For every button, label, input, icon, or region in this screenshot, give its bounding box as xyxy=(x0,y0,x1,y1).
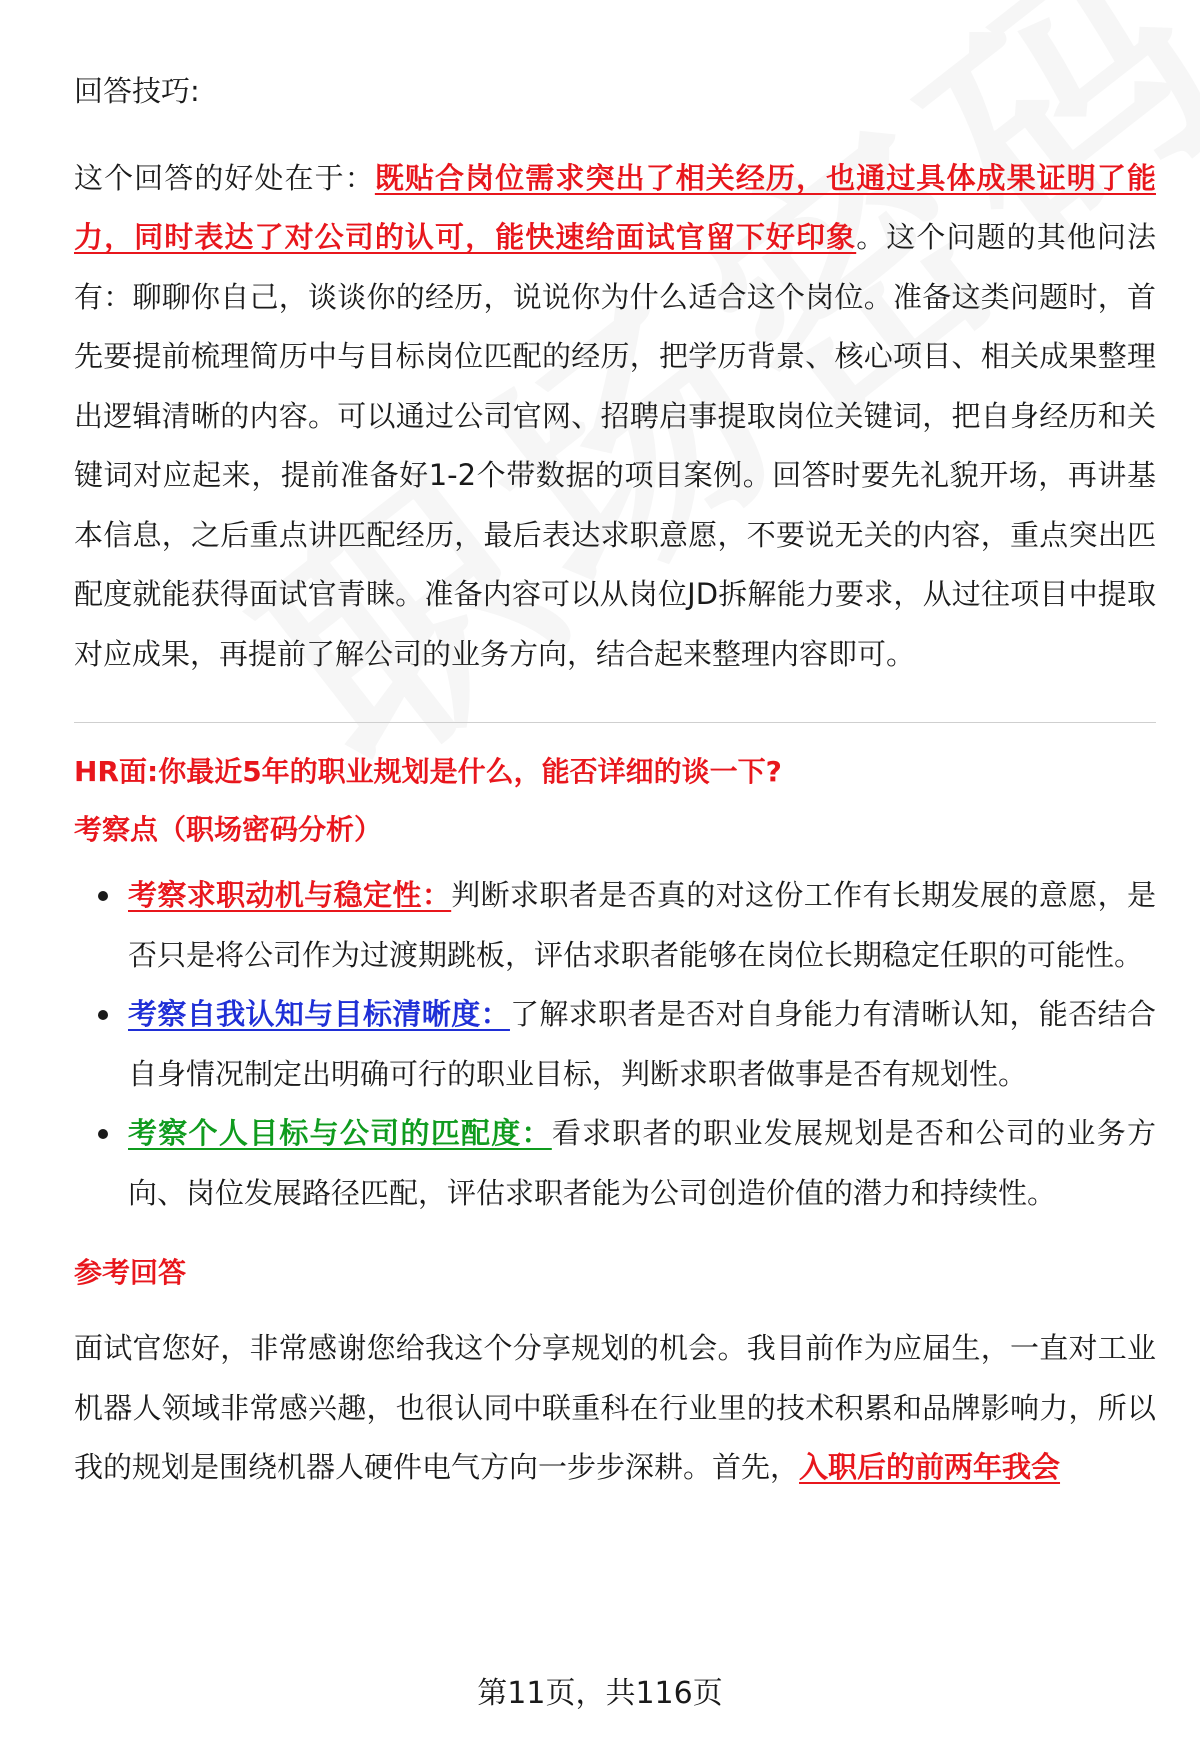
tips-label: 回答技巧: xyxy=(74,74,200,108)
point-text: 判断求职者是否真的对这份工作有长期发展的意愿，是否只是将公司作为过渡期跳板，评估求职者能够在岗位长期稳定任职的可能性。 xyxy=(128,878,1156,972)
question-heading: HR面:你最近5年的职业规划是什么，能否详细的谈一下? xyxy=(74,755,782,788)
bullet-icon xyxy=(98,1129,108,1139)
points-list xyxy=(74,866,1156,1223)
answer-text: 面试官您好，非常感谢您给我这个分享规划的机会。我目前作为应届生，一直对工业机器人领域非常感兴趣，也很认同中联重科在行业里的技术积累和品牌影响力，所以我的规划是围绕机器人硬件电气方向一步步深耕。首先， xyxy=(74,1331,1156,1484)
intro-rest: 。这个问题的其他问法有：聊聊你自己，谈谈你的经历，说说你为什么适合这个岗位。准备这类问题时，首先要提前梳理简历中与目标岗位匹配的经历，把学历背景、核心项目、相关成果整理出逻辑清晰的内容。可以通过公司官网、招聘启事提取岗位关键词，把自身经历和关键词对应起来，提前准备好1-2个带数据的项目案例。回答时要先礼貌开场，再讲基本信息，之后重点讲匹配经历，最后表达求职意愿，不要说无关的内容，重点突出匹配度就能获得面试官青睐。准备内容可以从岗位JD拆解能力要求，从过往项目中提取对应成果，再提前了解公司的业务方向，结合起来整理内容即可。 xyxy=(74,220,1156,671)
point-label: 考察求职动机与稳定性： xyxy=(128,878,452,912)
intro-paragraph xyxy=(74,149,1156,685)
point-text: 了解求职者是否对自身能力有清晰认知，能否结合自身情况制定出明确可行的职业目标，判断求职者做事是否有规划性。 xyxy=(128,997,1156,1091)
page-number: 第11页，共116页 xyxy=(477,1676,723,1711)
section-divider xyxy=(74,722,1156,723)
points-heading: 考察点（职场密码分析） xyxy=(74,813,383,846)
intro-lead: 这个回答的好处在于： xyxy=(74,160,375,195)
list-item xyxy=(74,1104,1156,1223)
intro-highlight: 既贴合岗位需求突出了相关经历，也通过具体成果证明了能力，同时表达了对公司的认可，能快速给面试官留下好印象 xyxy=(74,160,1156,254)
list-item xyxy=(74,985,1156,1104)
document-page xyxy=(74,62,1156,1498)
list-item xyxy=(74,866,1156,985)
bullet-icon xyxy=(98,1010,108,1020)
bullet-icon xyxy=(98,891,108,901)
answer-highlight: 入职后的前两年我会 xyxy=(799,1450,1061,1484)
point-label: 考察自我认知与目标清晰度： xyxy=(128,997,510,1031)
point-text: 看求职者的职业发展规划是否和公司的业务方向、岗位发展路径匹配，评估求职者能为公司创造价值的潜力和持续性。 xyxy=(128,1116,1156,1210)
point-label: 考察个人目标与公司的匹配度： xyxy=(128,1116,552,1150)
answer-heading: 参考回答 xyxy=(74,1256,187,1289)
answer-paragraph xyxy=(74,1319,1156,1498)
